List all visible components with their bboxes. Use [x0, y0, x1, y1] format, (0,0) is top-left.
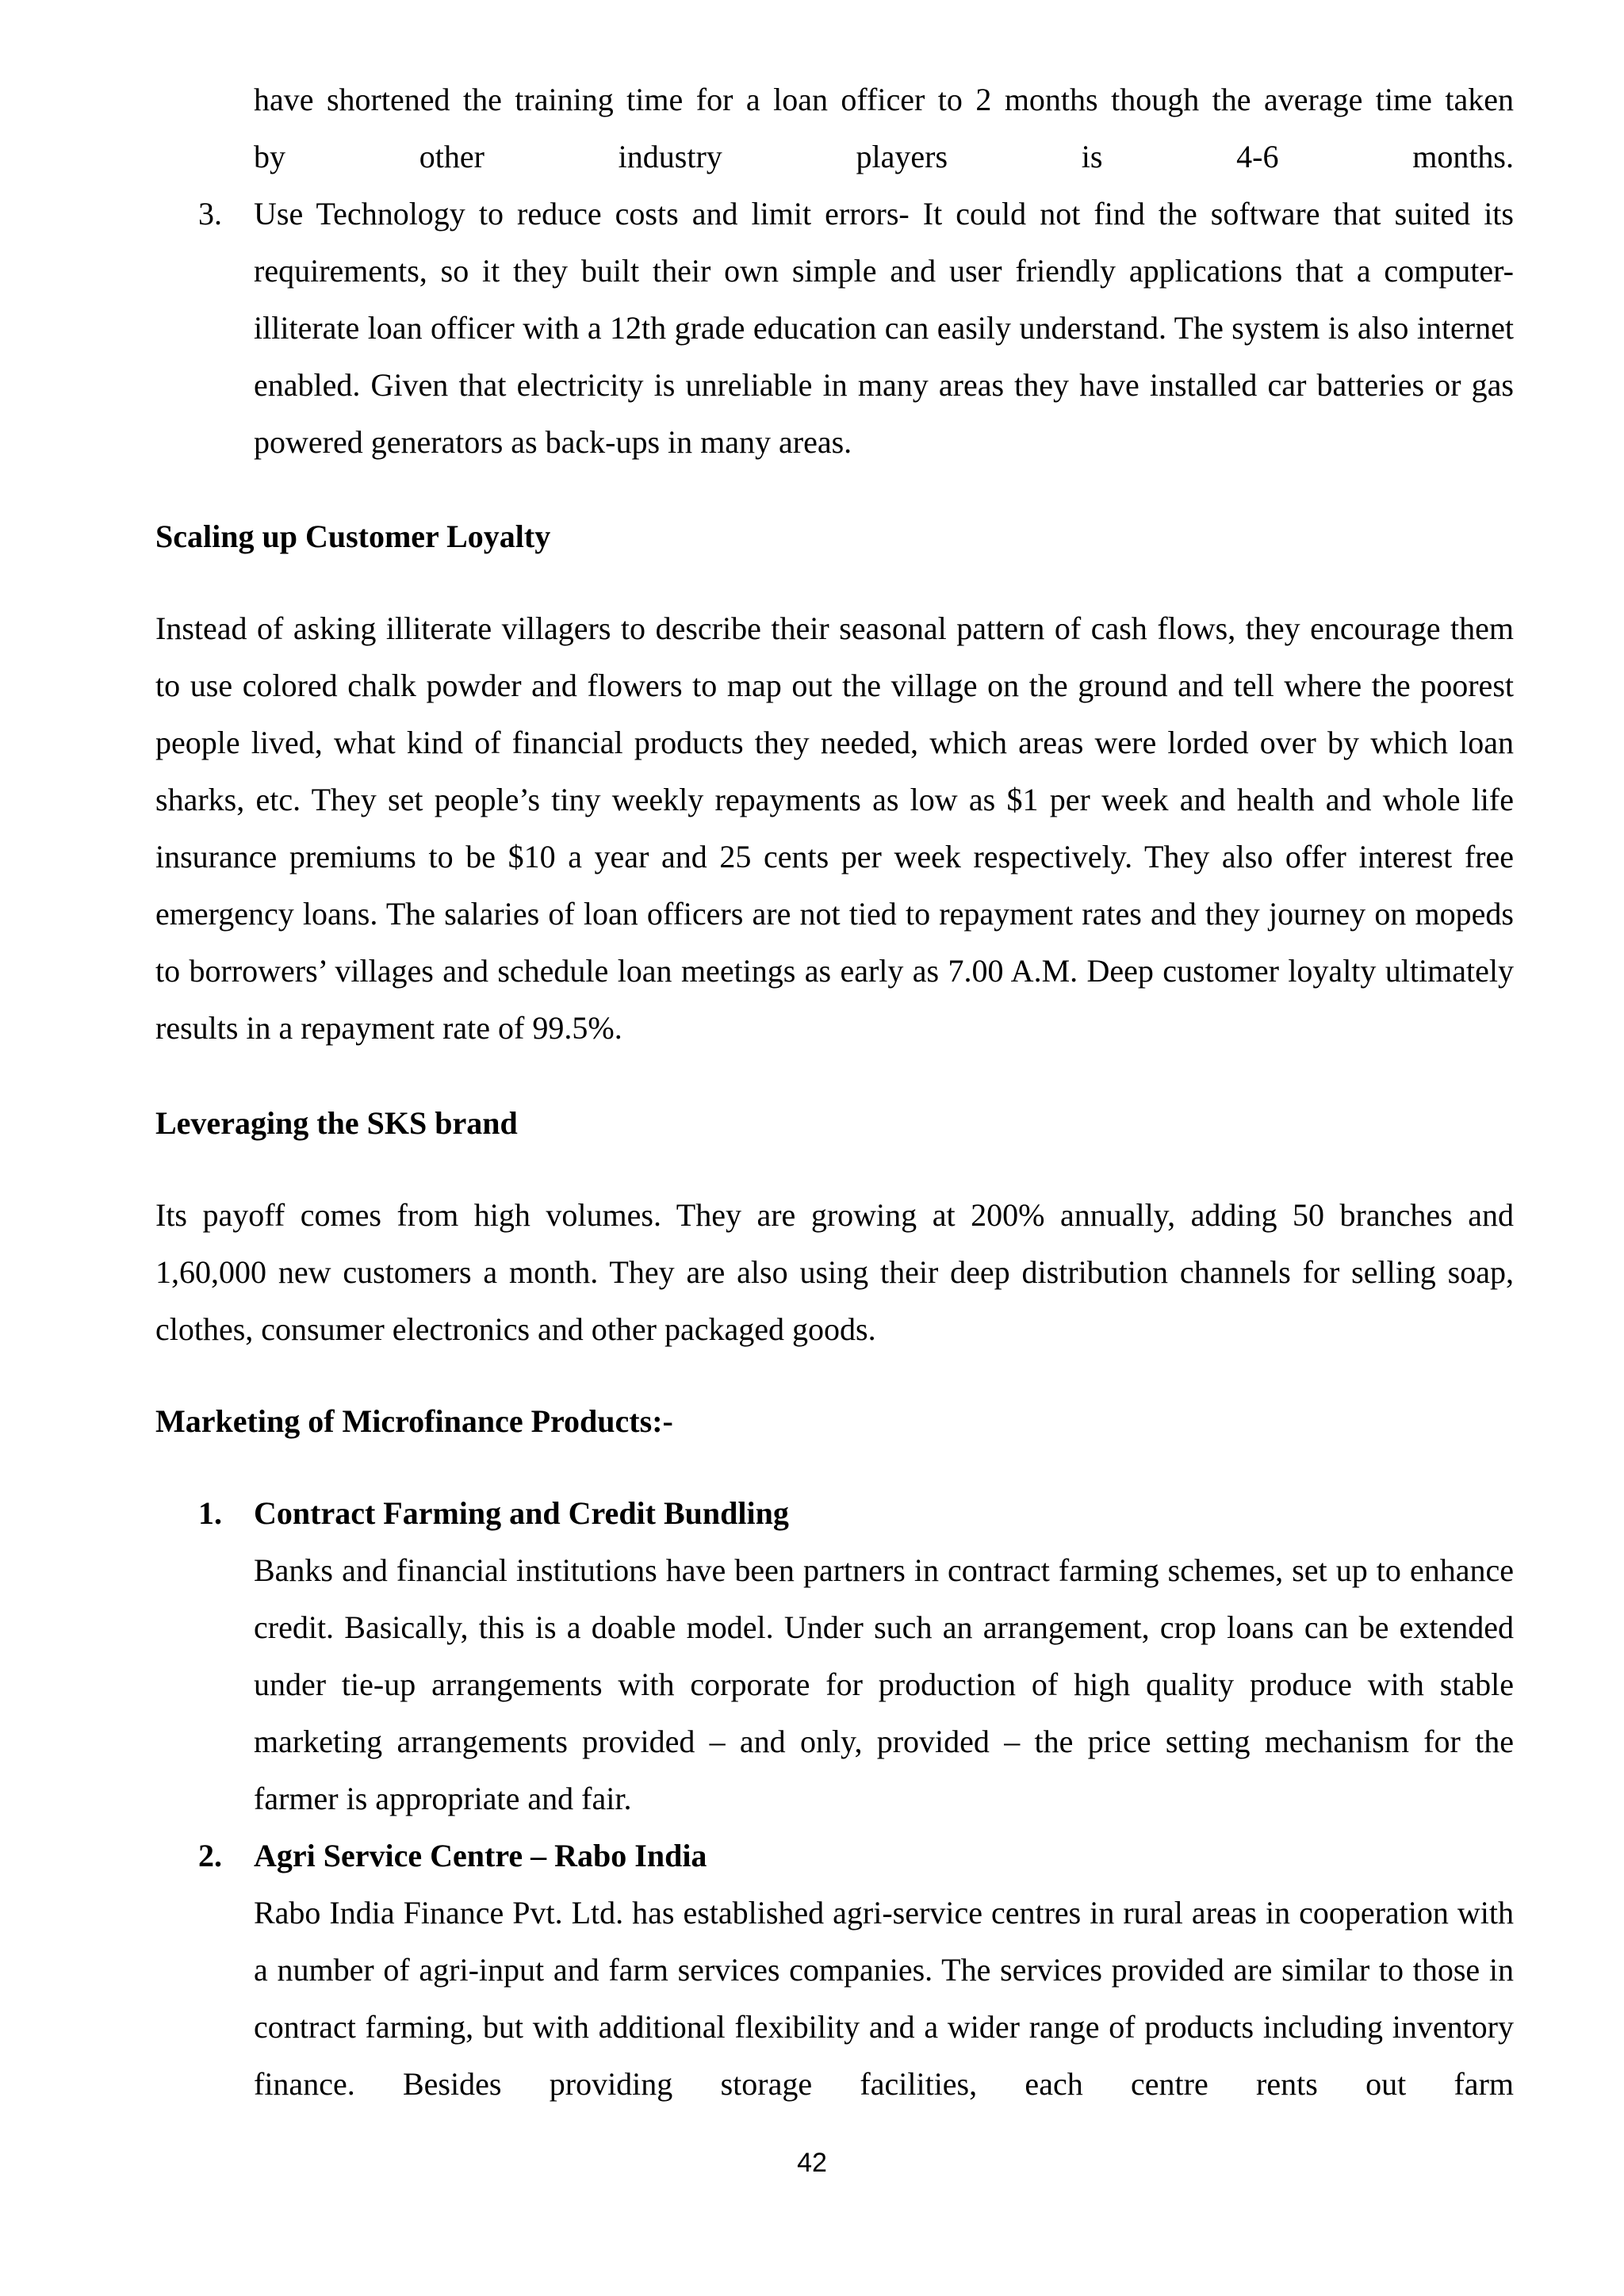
list-item-title: Contract Farming and Credit Bundling	[254, 1495, 789, 1531]
page-number: 42	[797, 2148, 827, 2178]
list-item-text: Rabo India Finance Pvt. Ltd. has established agri-service centres in rural areas in cooperation with a number of agri-input and farm services companies. The services provided are similar to those in contract farming, but with additional flexibility and a wider range of products including inventory finance. Besides providing storage facilities, each centre rents out farm	[254, 1895, 1514, 2102]
list-item-title: Agri Service Centre – Rabo India	[254, 1838, 707, 1873]
section-heading-loyalty: Scaling up Customer Loyalty	[155, 519, 551, 554]
continuation-paragraph	[254, 71, 1514, 186]
list-number: 1.	[198, 1495, 222, 1531]
section-heading-brand: Leveraging the SKS brand	[155, 1105, 518, 1141]
list-number: 3.	[198, 196, 222, 232]
paragraph-brand: Its payoff comes from high volumes. They are growing at 200% annually, adding 50 branches and 1,60,000 new customers a month. They are also using their deep distribution channels for selling soap, clothes, consumer electronics and other packaged goods.	[155, 1197, 1514, 1347]
list-item-text: Banks and financial institutions have been partners in contract farming schemes, set up to enhance credit. Basically, this is a doable model. Under such an arrangement, crop loans can be extended under tie-up arrangements with corporate for production of high quality produce with stable marketing arrangements provided – and only, provided – the price setting mechanism for the farmer is appropriate and fair.	[254, 1552, 1514, 1816]
list-number: 2.	[198, 1838, 222, 1873]
list-item-text: Use Technology to reduce costs and limit errors- It could not find the software that suited its requirements, so it they built their own simple and user friendly applications that a computer-illiterate loan officer with a 12th grade education can easily understand. The system is also internet enabled. Given that electricity is unreliable in many areas they have installed car batteries or gas powered generators as back-ups in many areas.	[254, 196, 1514, 460]
section-heading-marketing: Marketing of Microfinance Products:-	[155, 1403, 673, 1439]
paragraph-loyalty: Instead of asking illiterate villagers to describe their seasonal pattern of cash flows, they encourage them to use colored chalk powder and flowers to map out the village on the ground and tell where the poorest people lived, what kind of financial products they needed, which areas were lorded over by which loan sharks, etc. They set people’s tiny weekly repayments as low as $1 per week and health and whole life insurance premiums to be $10 a year and 25 cents per week respectively. They also offer interest free emergency loans. The salaries of loan officers are not tied to repayment rates and they journey on mopeds to borrowers’ villages and schedule loan meetings as early as 7.00 A.M. Deep customer loyalty ultimately results in a repayment rate of 99.5%.	[155, 610, 1514, 1046]
continuation-line: have shortened the training time for a loan officer to 2 months though the average time taken	[254, 82, 1514, 117]
continuation-line: by other industry players is 4-6 months.	[254, 139, 1514, 174]
